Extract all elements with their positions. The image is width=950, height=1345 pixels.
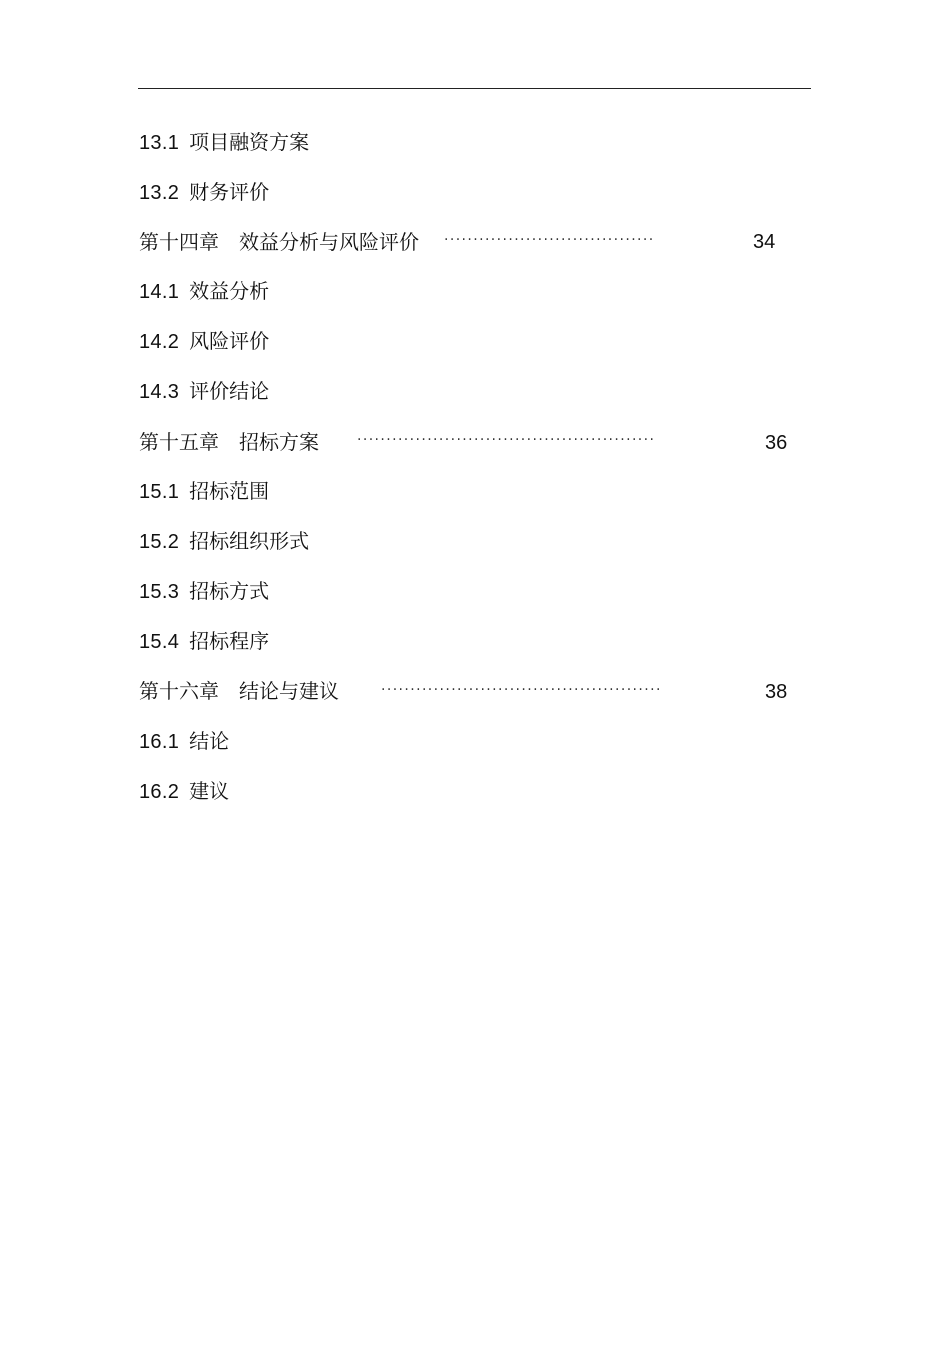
section-number: 13.1 <box>139 132 180 154</box>
section-title: 招标程序 <box>189 629 270 653</box>
toc-entry-16-1[interactable] <box>139 726 229 756</box>
section-number: 14.3 <box>139 381 180 403</box>
toc-chapter-14[interactable] <box>139 227 419 257</box>
chapter-label: 第十五章 <box>139 430 219 454</box>
toc-entry-15-4[interactable] <box>139 626 269 656</box>
section-number: 15.1 <box>139 481 180 503</box>
section-title: 评价结论 <box>189 379 270 403</box>
toc-entry-14-2[interactable] <box>139 326 269 356</box>
toc-leader-dots: ················································ <box>381 682 662 698</box>
section-title: 财务评价 <box>189 180 270 204</box>
section-title: 风险评价 <box>189 329 270 353</box>
toc-chapter-16[interactable] <box>139 676 339 706</box>
chapter-title: 结论与建议 <box>239 679 339 703</box>
chapter-label: 第十四章 <box>139 230 219 254</box>
section-number: 14.1 <box>139 281 180 303</box>
section-number: 16.1 <box>139 731 180 753</box>
toc-entry-14-3[interactable] <box>139 376 269 406</box>
toc-leader-dots: ··················································· <box>357 432 656 448</box>
section-title: 招标方式 <box>189 579 270 603</box>
section-title: 结论 <box>189 729 230 753</box>
section-title: 效益分析 <box>189 279 270 303</box>
section-number: 15.4 <box>139 631 180 653</box>
chapter-title: 效益分析与风险评价 <box>239 230 419 254</box>
toc-entry-14-1[interactable] <box>139 276 269 306</box>
section-title: 建议 <box>189 779 230 803</box>
section-number: 15.2 <box>139 531 180 553</box>
chapter-page-number: 34 <box>753 231 776 253</box>
toc-leader-dots: ···································· <box>444 232 655 248</box>
chapter-page-number: 36 <box>765 432 788 454</box>
chapter-label: 第十六章 <box>139 679 219 703</box>
toc-entry-15-3[interactable] <box>139 576 269 606</box>
toc-entry-13-1[interactable] <box>139 127 309 157</box>
toc-entry-16-2[interactable] <box>139 776 229 806</box>
toc-entry-13-2[interactable] <box>139 177 269 207</box>
section-number: 16.2 <box>139 781 180 803</box>
section-number: 14.2 <box>139 331 180 353</box>
chapter-page-number: 38 <box>765 681 788 703</box>
section-title: 招标范围 <box>189 479 270 503</box>
toc-entry-15-1[interactable] <box>139 476 269 506</box>
section-title: 招标组织形式 <box>189 529 310 553</box>
toc-entry-15-2[interactable] <box>139 526 309 556</box>
section-number: 13.2 <box>139 182 180 204</box>
section-title: 项目融资方案 <box>189 130 310 154</box>
section-number: 15.3 <box>139 581 180 603</box>
toc-chapter-15[interactable] <box>139 427 319 457</box>
header-rule <box>138 88 811 89</box>
chapter-title: 招标方案 <box>239 430 319 454</box>
